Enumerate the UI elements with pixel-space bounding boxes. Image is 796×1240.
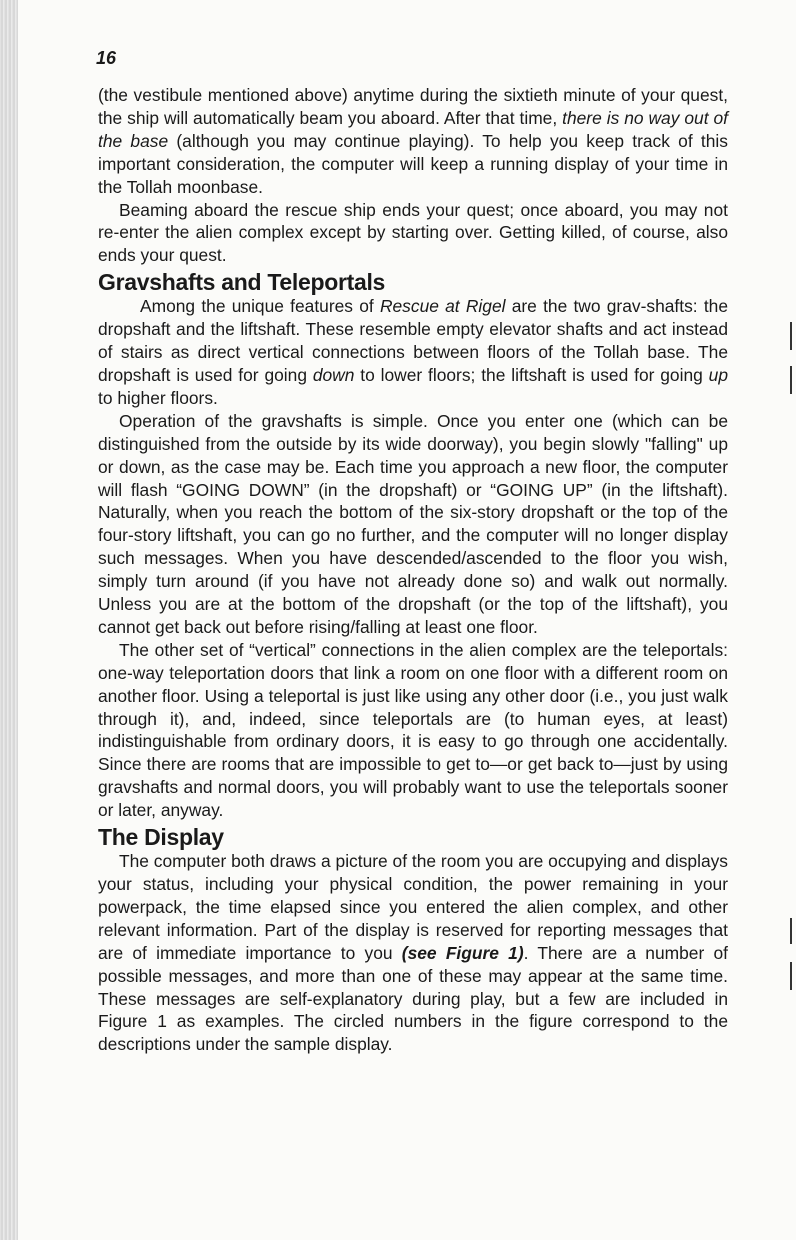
emphasis-text: down	[312, 364, 355, 385]
section-heading: Gravshafts and Teleportals	[98, 269, 386, 296]
book-binding-edge	[0, 0, 18, 1240]
section-intro	[98, 84, 728, 267]
paragraph: Beaming aboard the rescue ship ends your quest; once aboard, you may not re-enter the alien complex except by starting over. Getting killed, of course, also ends your quest.	[98, 199, 728, 266]
paragraph: The other set of “vertical” connections in the alien complex are the teleportals: one-way teleportation doors that link a room on one floor with a different room on another floor. Using a teleportal is just like using any other door (i.e., you just walk through it), and, indeed, since teleportals are (to human eyes, at least) indistinguishable from ordinary doors, it is easy to go through one accidentally. Since there are rooms that are impossible to get to—or get back to—just by using gravshafts and normal doors, you will probably want to use the teleportals sooner or later, anyway.	[98, 639, 728, 821]
emphasis-text: up	[708, 364, 728, 385]
margin-change-bar	[790, 366, 792, 394]
page-body	[98, 84, 728, 1056]
section-heading: The Display	[98, 824, 224, 851]
page-number: 16	[96, 48, 117, 68]
emphasis-text: Rescue at Rigel	[379, 296, 506, 317]
emphasis-text: there is no way out of the base	[98, 107, 728, 151]
section-display	[98, 850, 728, 1056]
paragraph: The computer both draws a picture of the room you are occupying and displays your status, including your physical condition, the power remaining in your powerpack, the time elapsed since you entered the alien complex, and other relevant information. Part of the display is reserved for reporting messages that are of immediate importance to you (see Figure 1). There are a number of possible messages, and more than one of these may appear at the same time. These messages are self-explanatory during play, but a few are included in Figure 1 as examples. The circled numbers in the figure correspond to the descriptions under the sample display.	[98, 851, 729, 1055]
paragraph: Operation of the gravshafts is simple. Once you enter one (which can be distinguished from the outside by its wide doorway), you begin slowly "falling" up or down, as the case may be. Each time you approach a new floor, the computer will flash “GOING DOWN” (in the dropshaft) or “GOING UP” (in the liftshaft). Naturally, when you reach the bottom of the six-story dropshaft or the top of the four-story liftshaft, you can go no further, and the computer will no longer display such messages. When you have descended/ascended to the floor you wish, simply turn around (if you have not already done so) and walk out normally. Unless you are at the bottom of the dropshaft (or the top of the liftshaft), you cannot get back out before rising/falling at least one floor.	[98, 410, 728, 637]
margin-change-bar	[790, 918, 792, 944]
margin-change-bar	[790, 962, 792, 990]
figure-reference: (see Figure 1)	[401, 942, 524, 963]
paragraph: (the vestibule mentioned above) anytime during the sixtieth minute of your quest, the ship will automatically beam you aboard. After that time, there is no way out of the base (although you may continue playing). To help you keep track of this important consideration, the computer will keep a running display of your time in the Tollah moonbase.	[98, 85, 728, 197]
section-gravshafts	[98, 295, 728, 822]
margin-change-bar	[790, 322, 792, 350]
paragraph: Among the unique features of Rescue at Rigel are the two grav-shafts: the dropshaft and the liftshaft. These resemble empty elevator shafts and act instead of stairs as direct vertical connections between floors of the Tollah base. The dropshaft is used for going down to lower floors; the liftshaft is used for going up to higher floors.	[98, 296, 729, 408]
